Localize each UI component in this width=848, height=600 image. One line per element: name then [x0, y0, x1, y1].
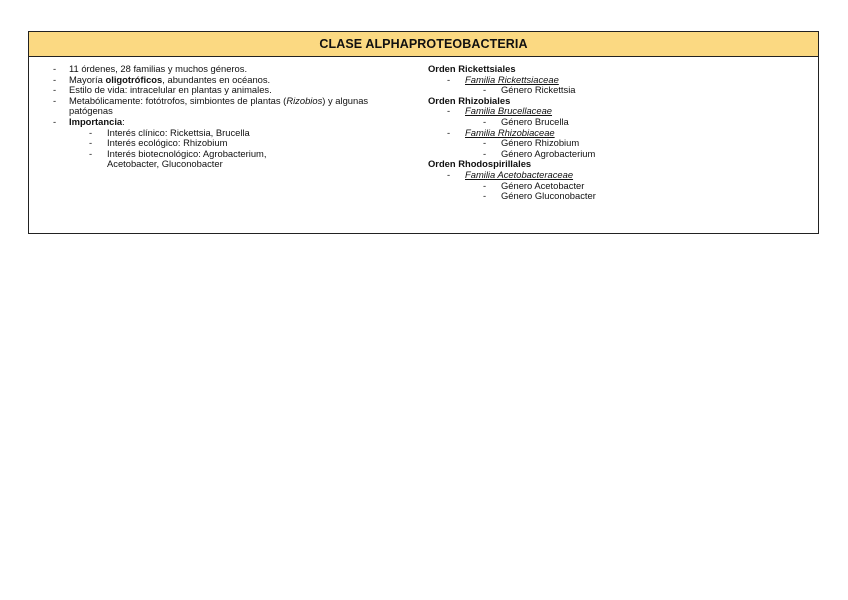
genus-item: - Género Agrobacterium — [483, 147, 596, 159]
list-item: - Metabólicamente: fotótrofos, simbiontes de plantas (Rizobios) y algunas patógenas — [53, 94, 369, 117]
alphaproteobacteria-box — [28, 31, 819, 234]
list-item: - Importancia: — [53, 115, 125, 127]
order-heading: Orden Rhizobiales — [428, 94, 511, 106]
sub-list-item: - Interés clínico: Rickettsia, Brucella — [89, 126, 250, 138]
genus-item: - Género Brucella — [483, 115, 569, 127]
box-title: CLASE ALPHAPROTEOBACTERIA — [29, 32, 818, 57]
taxonomy-list — [428, 64, 808, 202]
sub-list-item: - Interés ecológico: Rhizobium — [89, 137, 228, 149]
sub-list-item: - Interés biotecnológico: Agrobacterium, Acetobacter, Gluconobacter — [89, 147, 267, 170]
list-item: - Mayoría oligotróficos, abundantes en océanos. — [53, 73, 271, 85]
family-item: - Familia Rickettsiaceae — [447, 73, 559, 85]
genus-item: - Género Rickettsia — [483, 84, 576, 96]
characteristics-list — [53, 64, 393, 170]
genus-item: - Género Gluconobacter — [483, 190, 596, 202]
family-item: - Familia Rhizobiaceae — [447, 126, 555, 138]
list-item: - Estilo de vida: intracelular en plantas y animales. — [53, 84, 272, 96]
genus-item: - Género Rhizobium — [483, 137, 580, 149]
family-item: - Familia Acetobacteraceae — [447, 168, 574, 180]
family-item: - Familia Brucellaceae — [447, 105, 553, 117]
order-heading: Orden Rhodospirillales — [428, 158, 532, 170]
list-item: - 11 órdenes, 28 familias y muchos géneros. — [53, 63, 248, 74]
order-heading: Orden Rickettsiales — [428, 63, 516, 74]
genus-item: - Género Acetobacter — [483, 179, 585, 191]
